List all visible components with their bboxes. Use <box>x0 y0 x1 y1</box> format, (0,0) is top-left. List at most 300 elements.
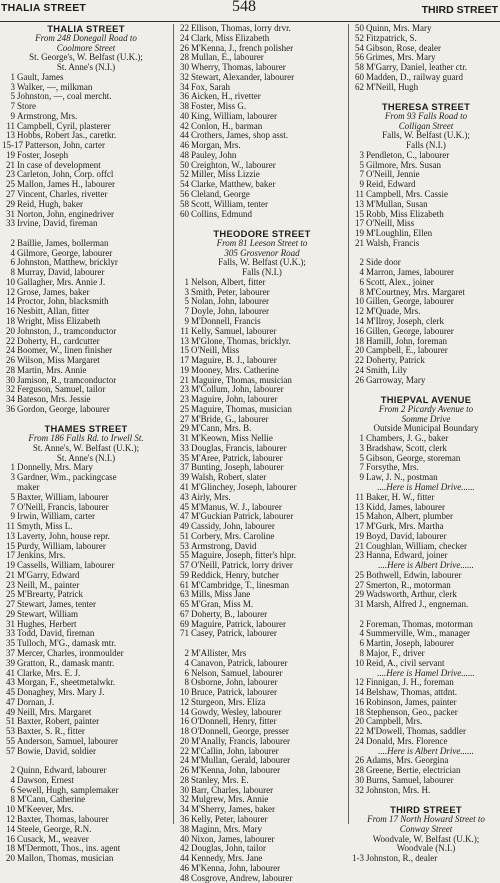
resident-name: M'Garry, Daniel, leather ctr. <box>366 63 467 73</box>
directory-entry <box>351 53 500 63</box>
house-number: 15-17 <box>2 141 23 151</box>
directory-entry <box>2 346 170 356</box>
house-number: 4 <box>10 248 15 258</box>
directory-entry <box>176 493 348 503</box>
resident-name: M'Loughlin, Ellen <box>366 229 433 239</box>
street-note: Conway Street <box>399 823 453 834</box>
resident-name: Doherty, H., cardcutter <box>17 336 100 346</box>
house-number: 21 <box>355 238 364 248</box>
house-number: 31 <box>355 600 364 610</box>
directory-entry <box>351 463 500 473</box>
resident-name: Carleton, John, Corp. offcl <box>17 170 114 180</box>
house-number: 53 <box>180 541 189 551</box>
resident-name: Pendleton, C., labourer <box>366 150 450 160</box>
house-number: 7 <box>359 463 364 473</box>
directory-entry <box>176 385 348 395</box>
resident-name: Purdy, William, labourer <box>17 541 106 551</box>
directory-entry <box>2 317 170 327</box>
directory-entry <box>351 337 500 347</box>
directory-entry <box>176 610 348 620</box>
resident-name: Johnston, R., dealer <box>366 854 438 864</box>
house-number: 18 <box>355 336 364 346</box>
resident-name: Hamill, John, foreman <box>366 336 447 346</box>
street-heading: THAMES STREET <box>44 423 128 435</box>
house-number: 25 <box>6 590 15 600</box>
resident-name: Wright, Miss Elizabeth <box>17 316 101 326</box>
resident-name: M'Mullan, Gerald, labourer <box>191 756 291 766</box>
directory-entry <box>2 376 170 386</box>
house-number: 67 <box>180 609 189 619</box>
house-number: 20 <box>355 717 364 727</box>
directory-entry <box>176 141 348 151</box>
directory-entry <box>2 512 170 522</box>
directory-entry <box>351 629 500 639</box>
house-number: 53 <box>6 727 15 737</box>
house-number: 37 <box>6 649 15 658</box>
house-number: 29 <box>6 609 15 619</box>
directory-entry <box>176 542 348 552</box>
directory-entry <box>2 522 170 532</box>
house-number: 9 <box>10 512 15 522</box>
house-number: 15 <box>355 512 364 522</box>
house-number: 32 <box>180 72 189 82</box>
street-note: Coolmore Street <box>56 42 116 53</box>
resident-name: Osborne, John, labourer <box>191 678 278 688</box>
house-number: 6 <box>184 668 189 678</box>
house-number: 26 <box>355 375 364 385</box>
house-number: 24 <box>355 736 364 746</box>
ward-line: Falls, W. Belfast (U.K.); <box>382 130 470 141</box>
resident-name: Baxter, Thomas, labourer <box>17 815 109 825</box>
directory-entry <box>351 180 500 190</box>
resident-name: Grose, James, baker <box>17 287 90 297</box>
resident-name: Greene, Bertie, electrician <box>366 766 461 776</box>
house-number: 3 <box>10 82 15 92</box>
house-number: 10 <box>6 805 15 815</box>
resident-name: Proctor, John, blacksmith <box>17 297 109 307</box>
resident-name: Maguire, Thomas, musician <box>191 404 292 414</box>
resident-name: Johnston, Matthew, bricklyr <box>17 258 118 268</box>
resident-name: Robb, Miss Elizabeth <box>366 209 444 219</box>
resident-name: Campbell, Cyril, plasterer <box>17 121 111 131</box>
directory-entry <box>351 776 500 786</box>
resident-name: Steele, George, R.N. <box>17 824 92 834</box>
directory-entry <box>2 219 170 229</box>
resident-name: Ellison, Thomas, lorry drvr. <box>191 24 291 33</box>
resident-name: Mulgrew, Mrs. Annie <box>191 795 269 805</box>
house-number: 10 <box>355 658 364 668</box>
resident-name: Murray, David, labourer <box>17 268 105 278</box>
house-number: 3 <box>10 473 15 483</box>
resident-name: Kidd, James, labourer <box>366 502 445 512</box>
directory-entry <box>2 776 170 786</box>
house-number: 28 <box>180 775 189 785</box>
directory-entry <box>176 83 348 93</box>
house-number: 32 <box>355 785 364 795</box>
house-number: 12 <box>355 678 364 688</box>
house-number: 8 <box>10 795 15 805</box>
house-number: 51 <box>180 531 189 541</box>
house-number: 56 <box>180 190 189 200</box>
resident-name: Nelson, Samuel, labourer <box>191 668 283 678</box>
resident-name: Jamison, R., tramconductor <box>17 375 117 385</box>
directory-entry <box>176 405 348 415</box>
directory-entry <box>2 405 170 415</box>
house-number: 33 <box>6 219 15 229</box>
house-number: 44 <box>180 131 189 141</box>
house-number: 51 <box>6 717 15 727</box>
resident-name: O'Neill, Francis, labourer <box>17 502 109 512</box>
resident-name: M'Glone, Thomas, bricklyr. <box>191 336 291 346</box>
house-number: 7 <box>10 502 15 512</box>
house-number: 3 <box>184 287 189 297</box>
house-number: 33 <box>6 629 15 639</box>
directory-entry <box>176 795 348 805</box>
directory-entry <box>2 678 170 688</box>
directory-entry <box>2 727 170 737</box>
resident-name: Airly, Mrs. <box>191 492 231 502</box>
house-number: 34 <box>180 82 189 92</box>
resident-name: M'Mullan, Susan <box>366 199 428 209</box>
house-number: 28 <box>355 766 364 776</box>
resident-name: Clark, Miss Elizabeth <box>191 33 270 43</box>
resident-name: Bowie, David, soldier <box>17 746 96 756</box>
resident-name: Mahon, Albert, plumber <box>366 512 453 522</box>
house-number: 11 <box>355 190 364 200</box>
resident-name: Smith, Lily <box>366 365 408 375</box>
header-rule <box>0 21 500 22</box>
resident-name: O'Neill, Miss <box>191 346 240 356</box>
house-number: 10 <box>355 297 364 307</box>
resident-name: Aicken, H., rivetter <box>191 92 261 102</box>
house-number: 18 <box>6 844 15 854</box>
directory-entry <box>176 44 348 54</box>
house-number: 1-3 <box>352 854 364 864</box>
house-number: 37 <box>180 463 189 473</box>
resident-name: Baker, H. W., fitter <box>366 492 435 502</box>
resident-name: M'Kenna, John, labourer <box>191 766 281 776</box>
house-number: 19 <box>355 531 364 541</box>
house-number: 1 <box>10 72 15 82</box>
directory-entry <box>351 366 500 376</box>
resident-name: Dornan, J. <box>17 697 55 707</box>
house-number: 29 <box>6 199 15 209</box>
resident-name: Pauley, John <box>191 150 237 160</box>
directory-entry <box>176 766 348 776</box>
directory-entry <box>2 366 170 376</box>
directory-entry <box>176 532 348 542</box>
street-note: From 186 Falls Rd. to Irwell St. <box>28 433 144 444</box>
house-number: 18 <box>180 727 189 737</box>
resident-name: Wilson, Miss Margaret <box>17 356 100 366</box>
resident-name: Wherry, Thomas, labourer <box>191 63 286 73</box>
directory-entry <box>176 864 348 874</box>
directory-entry <box>176 844 348 854</box>
house-number: 2 <box>359 619 364 629</box>
directory-entry <box>176 210 348 220</box>
resident-name: Cleland, George <box>191 190 250 200</box>
street-note: From 81 Leeson Street to <box>216 237 308 248</box>
directory-entry <box>2 639 170 649</box>
house-number: 46 <box>180 863 189 873</box>
directory-entry <box>351 493 500 503</box>
resident-name: M'Cann, Mrs. B. <box>191 424 252 434</box>
directory-entry <box>351 210 500 220</box>
directory-entry <box>351 297 500 307</box>
directory-entry <box>2 542 170 552</box>
street-note: From 17 North Howard Street to <box>367 814 485 825</box>
resident-name: Maguire, B. J., labourer <box>191 356 277 366</box>
street-note: Somme Drive <box>401 413 451 424</box>
resident-name: Wadsworth, Arthur, clerk <box>366 590 457 600</box>
resident-name: Douglas, Francis, labourer <box>191 443 287 453</box>
resident-name: Tulloch, M'G., damask mtr. <box>17 639 117 649</box>
resident-name: Sturgeon, Mrs. Eliza <box>191 697 266 707</box>
directory-entry <box>351 229 500 239</box>
house-number: 2 <box>10 766 15 776</box>
house-number: 6 <box>359 277 364 287</box>
resident-name: M'Collum, John, labourer <box>191 385 284 395</box>
directory-entry <box>176 190 348 200</box>
directory-entry <box>176 200 348 210</box>
house-number: 14 <box>180 707 189 717</box>
house-number: 6 <box>359 639 364 649</box>
directory-entry <box>2 786 170 796</box>
resident-name: Scott, William, tenter <box>191 199 268 209</box>
resident-name: Quinn, Edward, labourer <box>17 766 107 776</box>
directory-entry <box>176 581 348 591</box>
resident-name: Ferguson, Samuel, tailor <box>17 385 106 395</box>
house-number: 18 <box>355 707 364 717</box>
house-number: 13 <box>355 199 364 209</box>
resident-name: Gillen, George, labourer <box>366 326 454 336</box>
directory-entry <box>351 268 500 278</box>
resident-name: Gillen, George, labourer <box>366 297 454 307</box>
resident-name: Maguire, Thomas, musician <box>191 375 292 385</box>
house-number: 54 <box>355 43 364 53</box>
resident-name: Law, J. N., postman <box>366 473 438 483</box>
resident-name: M'Kenna, John, labourer <box>191 863 281 873</box>
resident-name: Maguire, John, labourer <box>191 395 278 405</box>
house-number: 16 <box>355 326 364 336</box>
resident-name: M'Keown, Miss Nellie <box>191 434 273 444</box>
directory-entry <box>176 620 348 630</box>
directory-entry <box>351 346 500 356</box>
house-number: 23 <box>6 170 15 180</box>
house-number: 12 <box>355 307 364 317</box>
directory-entry <box>2 190 170 200</box>
directory-entry <box>176 571 348 581</box>
house-number: 40 <box>180 111 189 121</box>
resident-name: Summerville, Wm., manager <box>366 629 471 639</box>
resident-name: Robinson, James, painter <box>366 697 457 707</box>
directory-entry <box>176 288 348 298</box>
directory-entry <box>351 727 500 737</box>
ward-line: Woodvale, W. Belfast (U.K.); <box>372 833 480 844</box>
house-number: 47 <box>6 697 15 707</box>
directory-entry <box>351 288 500 298</box>
house-number: 6 <box>10 785 15 795</box>
house-number: 36 <box>6 404 15 414</box>
resident-name: Bruce, Patrick, labourer <box>191 688 277 698</box>
directory-entry <box>351 239 500 249</box>
directory-entry <box>176 805 348 815</box>
directory-entry <box>176 600 348 610</box>
resident-name: Doyle, John, labourer <box>191 307 269 317</box>
resident-name: Boyd, David, labourer <box>366 531 447 541</box>
house-number: 23 <box>6 580 15 590</box>
resident-name: Irvine, David, fireman <box>17 219 98 229</box>
directory-entry <box>351 63 500 73</box>
resident-name: Barr, Charles, labourer <box>191 785 274 795</box>
resident-name: Kennedy, Mrs. Jane <box>191 854 263 864</box>
directory-entry <box>176 463 348 473</box>
resident-name: Nolan, John, labourer <box>191 297 269 307</box>
resident-name: Laverty, John, house repr. <box>17 531 110 541</box>
directory-entry <box>2 805 170 815</box>
directory-entry <box>351 649 500 659</box>
resident-name: Gilmore, George, labourer <box>17 248 113 258</box>
house-number: 59 <box>180 570 189 580</box>
house-number: 27 <box>6 190 15 200</box>
directory-entry <box>176 337 348 347</box>
house-number: 15 <box>6 541 15 551</box>
street-heading: THERESA STREET <box>381 101 471 113</box>
directory-entry <box>2 737 170 747</box>
house-number: 12 <box>6 815 15 825</box>
resident-name: Donnelly, Mrs. Mary <box>17 463 93 473</box>
ward-line: Woodvale (N.I.) <box>396 843 456 854</box>
directory-entry <box>351 219 500 229</box>
resident-name: M'Keever, Mrs. <box>17 805 74 815</box>
resident-name: Patterson, John, carter <box>25 141 105 151</box>
resident-name: Chambers, J. G., baker <box>366 434 449 444</box>
resident-name: Johnston, J., tramconductor <box>17 326 117 336</box>
directory-entry <box>176 649 348 659</box>
resident-name: Vincent, Charles, rivetter <box>17 190 108 200</box>
house-number: 20 <box>355 346 364 356</box>
house-number: 5 <box>359 453 364 463</box>
directory-entry <box>2 708 170 718</box>
street-note: From 2 Picardy Avenue to <box>378 403 474 414</box>
directory-entry <box>176 131 348 141</box>
directory-entry <box>176 737 348 747</box>
house-number: 45 <box>6 688 15 698</box>
house-number: 16 <box>6 834 15 844</box>
resident-name: O'Donnell, Henry, fitter <box>191 717 277 727</box>
resident-name: Martin, Mrs. Annie <box>17 365 87 375</box>
house-number: 8 <box>10 268 15 278</box>
directory-entry <box>351 307 500 317</box>
house-number: 30 <box>180 63 189 73</box>
directory-entry <box>2 73 170 83</box>
resident-name: Creighton, W., labourer <box>191 160 276 170</box>
directory-entry <box>176 825 348 835</box>
resident-name: M'Dowell, Thomas, saddler <box>366 727 466 737</box>
directory-entry <box>351 34 500 44</box>
house-number: 5 <box>359 160 364 170</box>
directory-entry <box>176 366 348 376</box>
resident-name: M'Manus, W. J., labourer <box>191 502 282 512</box>
house-number: 60 <box>180 209 189 219</box>
resident-name: Stewart, William <box>17 609 78 619</box>
resident-name: Mercer, Charles, ironmoulder <box>17 649 124 658</box>
directory-entry <box>2 180 170 190</box>
directory-entry <box>351 698 500 708</box>
directory-entry <box>351 83 500 93</box>
house-number: 27 <box>180 414 189 424</box>
page-number: 548 <box>232 0 256 15</box>
resident-name: Collins, Edmund <box>191 209 253 219</box>
directory-entry <box>2 581 170 591</box>
house-number: 60 <box>355 72 364 82</box>
directory-entry <box>176 73 348 83</box>
directory-entry <box>2 112 170 122</box>
ward-line: St. George's, W. Belfast (U.K.); <box>29 52 143 63</box>
ward-line: Falls, W. Belfast (U.K.); <box>218 257 306 268</box>
resident-name: Mallon, Thomas, musician <box>17 854 114 864</box>
resident-name: Walker, —, milkman <box>17 82 93 92</box>
directory-entry <box>351 590 500 600</box>
directory-entry <box>351 542 500 552</box>
resident-name: M'Courtney, Mrs. Margaret <box>366 287 465 297</box>
resident-name: M'Cambridge, T., linesman <box>191 580 290 590</box>
directory-entry <box>176 835 348 845</box>
resident-name: Cosgrove, Andrew, labourer <box>191 873 293 883</box>
directory-entry <box>176 346 348 356</box>
directory-entry <box>2 854 170 864</box>
directory-entry <box>176 473 348 483</box>
column-2 <box>173 24 348 883</box>
resident-name: Johnston, —, coal mercht. <box>17 92 112 102</box>
directory-entry <box>176 522 348 532</box>
resident-name: M'Gurk, Mrs. Martha <box>366 522 444 532</box>
running-head-left: THALIA STREET <box>1 2 87 14</box>
directory-entry <box>351 24 500 34</box>
resident-name: Stanley, Mrs. E. <box>191 775 249 785</box>
house-number: 50 <box>180 160 189 170</box>
directory-entry <box>351 444 500 454</box>
directory-entry <box>176 297 348 307</box>
directory-entry <box>176 327 348 337</box>
directory-entry <box>2 307 170 317</box>
directory-entry <box>351 200 500 210</box>
house-number: 15 <box>180 346 189 356</box>
directory-entry <box>176 708 348 718</box>
ward-line: Falls (N.I.) <box>406 140 446 151</box>
resident-name: Gordon, George, labourer <box>17 404 110 414</box>
directory-entry <box>2 288 170 298</box>
ward-line: St. Anne's (N.I.) <box>56 452 116 463</box>
resident-name: Baillie, James, bollerman <box>17 238 109 248</box>
ward-line: St. Anne's, W. Belfast (U.K.); <box>32 442 140 453</box>
resident-name: M'Sherry, James, baker <box>191 805 276 815</box>
resident-name: Gallagher, Mrs. Annie J. <box>17 277 106 287</box>
house-number: 25 <box>355 570 364 580</box>
resident-name: Doherty, B., labourer <box>191 609 268 619</box>
ward-line: St. Anne's (N.I.) <box>56 62 116 73</box>
resident-name: Gilmore, Mrs. Susan <box>366 160 441 170</box>
resident-name: Boomer, W., linen finisher <box>17 346 113 356</box>
directory-entry <box>2 385 170 395</box>
directory-entry <box>2 210 170 220</box>
house-number: 61 <box>180 580 189 590</box>
house-number: 16 <box>6 307 15 317</box>
resident-name: Irwin, William, carter <box>17 512 95 522</box>
resident-name: Foster, Miss G. <box>191 102 247 112</box>
directory-entry <box>2 200 170 210</box>
directory-entry <box>351 532 500 542</box>
